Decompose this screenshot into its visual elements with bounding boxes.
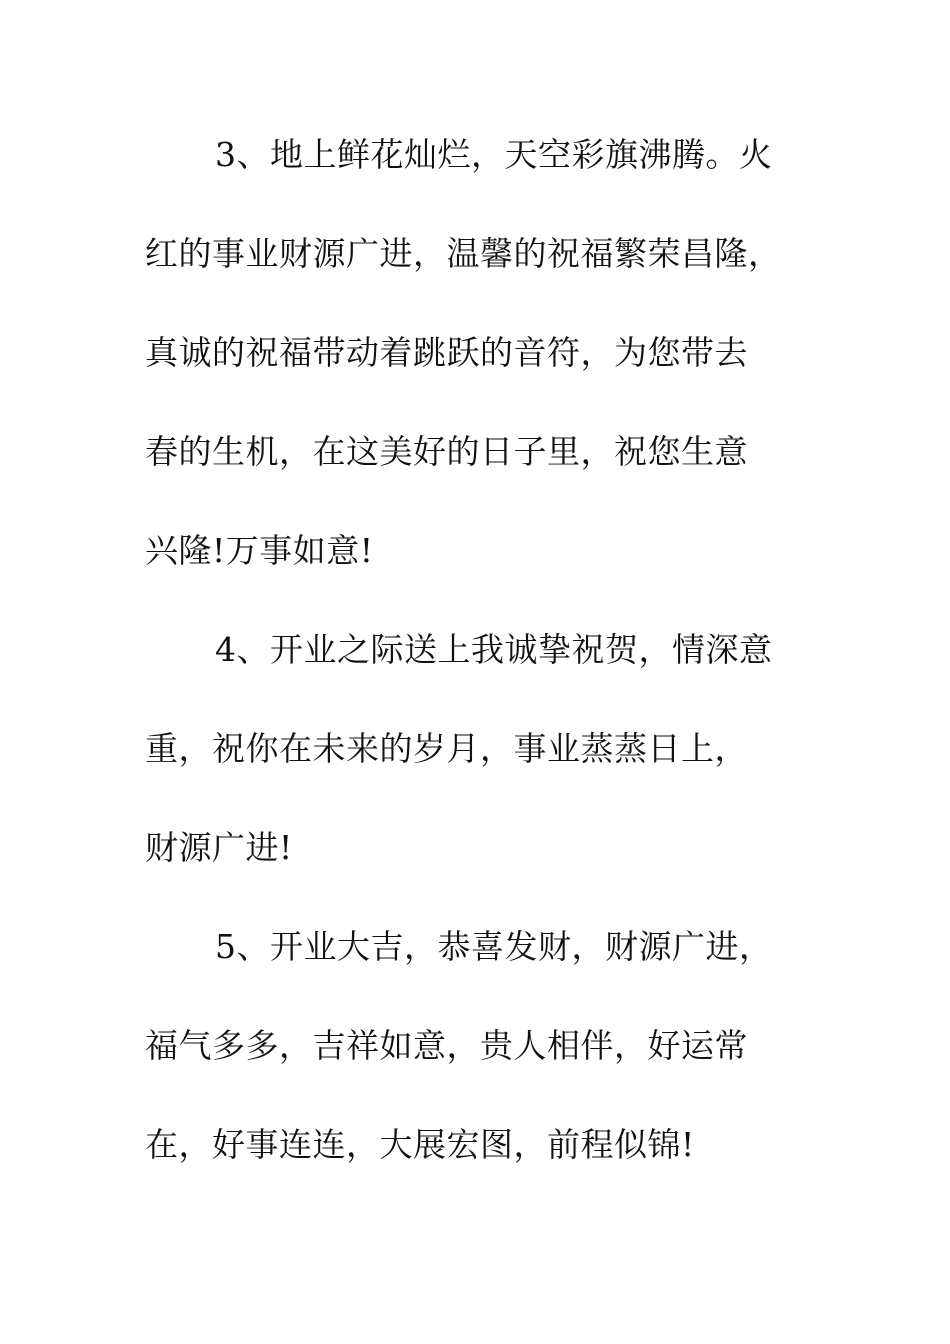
- paragraph-3-line-1: 3、地上鲜花灿烂，天空彩旗沸腾。火: [215, 135, 773, 174]
- paragraph-4-line-1: 4、开业之际送上我诚挚祝贺，情深意: [215, 630, 773, 669]
- document-body: [145, 120, 805, 1209]
- paragraph-5-line-1: 5、开业大吉，恭喜发财，财源广进，: [215, 927, 773, 966]
- paragraph-4-line-2: 重，祝你在未来的岁月，事业蒸蒸日上，: [145, 729, 748, 768]
- paragraph-3-line-5: 兴隆!万事如意!: [145, 531, 374, 570]
- paragraph-3-line-2: 红的事业财源广进，温馨的祝福繁荣昌隆，: [145, 234, 782, 273]
- paragraph-3-line-4: 春的生机，在这美好的日子里，祝您生意: [145, 432, 748, 471]
- paragraph-3-line-3: 真诚的祝福带动着跳跃的音符，为您带去: [145, 333, 748, 372]
- paragraph-4-line-3: 财源广进!: [145, 828, 293, 867]
- paragraph-5-line-2: 福气多多，吉祥如意，贵人相伴，好运常: [145, 1026, 748, 1065]
- paragraph-5-line-3: 在，好事连连，大展宏图，前程似锦!: [145, 1125, 695, 1164]
